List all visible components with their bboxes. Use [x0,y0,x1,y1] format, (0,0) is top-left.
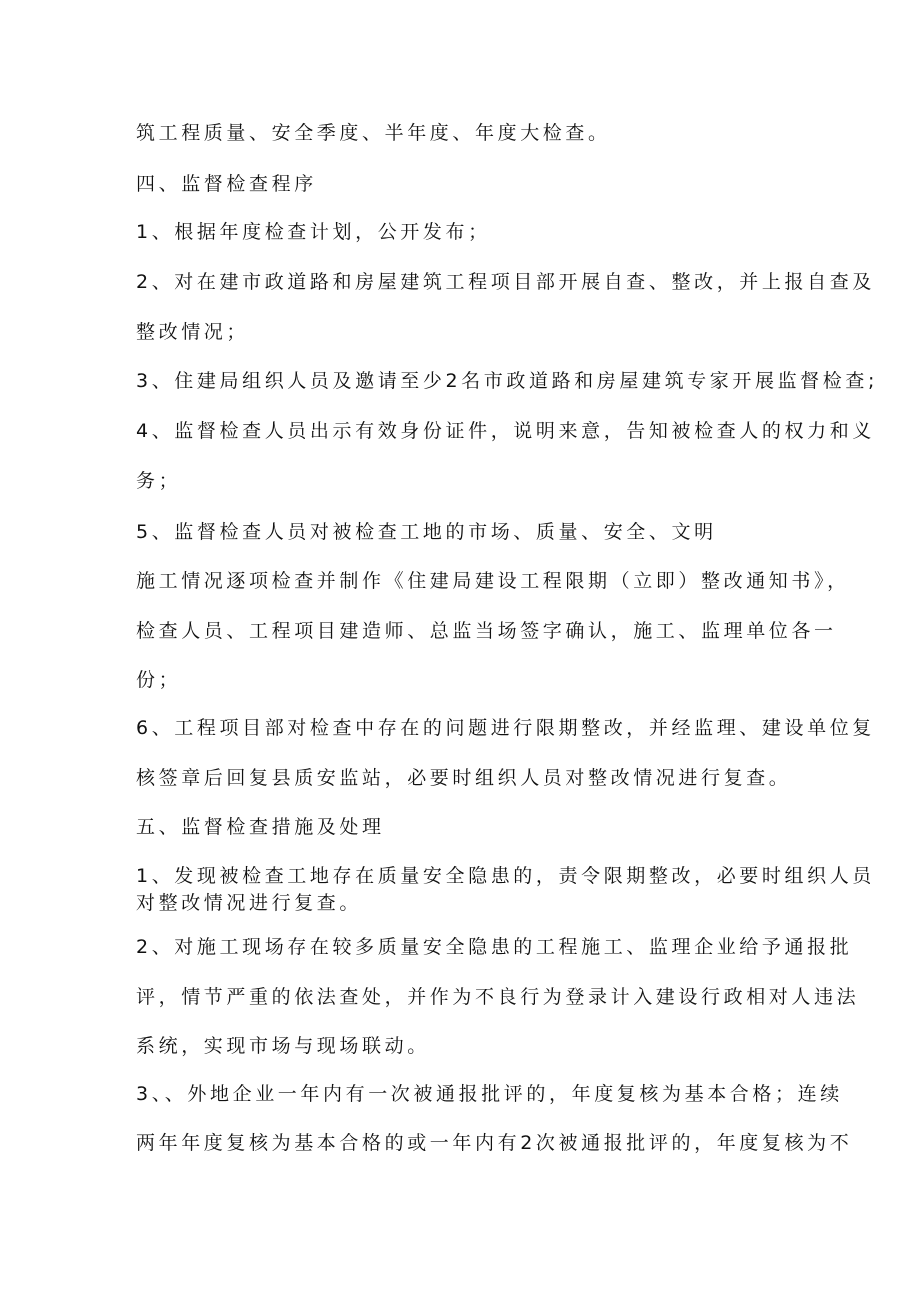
text-line: 系统，实现市场与现场联动。 [136,1035,430,1057]
text-line: 施工情况逐项检查并制作《住建局建设工程限期（立即）整改通知书》， [136,570,850,592]
text-line: 5、监督检查人员对被检查工地的市场、质量、安全、文明 [136,521,717,543]
text-line: 1、根据年度检查计划，公开发布； [136,221,491,243]
text-line: 检查人员、工程项目建造师、总监当场签字确认，施工、监理单位各一 [136,620,837,642]
text-line: 整改情况； [136,321,250,343]
text-line: 3、住建局组织人员及邀请至少2名市政道路和房屋建筑专家开展监督检查; [136,370,878,392]
text-line: 对整改情况进行复查。 [136,892,363,914]
text-line: 4、监督检查人员出示有效身份证件，说明来意，告知被检查人的权力和义 [136,420,875,442]
text-line: 评，情节严重的依法查处，并作为不良行为登录计入建设行政相对人违法 [136,986,860,1008]
text-line: 6、工程项目部对检查中存在的问题进行限期整改，并经监理、建设单位复 [136,717,875,739]
text-line: 1、发现被检查工地存在质量安全隐患的，责令限期整改，必要时组织人员 [136,865,875,887]
text-line: 3、、外地企业一年内有一次被通报批评的，年度复核为基本合格；连续 [136,1083,843,1105]
text-line: 核签章后回复县质安监站，必要时组织人员对整改情况进行复查。 [136,767,792,789]
text-line: 务； [136,470,182,492]
section-heading: 五、监督检查措施及处理 [136,816,385,838]
section-heading: 四、监督检查程序 [136,173,317,195]
text-line: 两年年度复核为基本合格的或一年内有2次被通报批评的，年度复核为不 [136,1132,853,1154]
text-line: 2、对施工现场存在较多质量安全隐患的工程施工、监理企业给予通报批 [136,936,853,958]
text-line: 筑工程质量、安全季度、半年度、年度大检查。 [136,122,611,144]
text-line: 2、对在建市政道路和房屋建筑工程项目部开展自查、整改，并上报自查及 [136,271,875,293]
text-line: 份； [136,669,182,691]
